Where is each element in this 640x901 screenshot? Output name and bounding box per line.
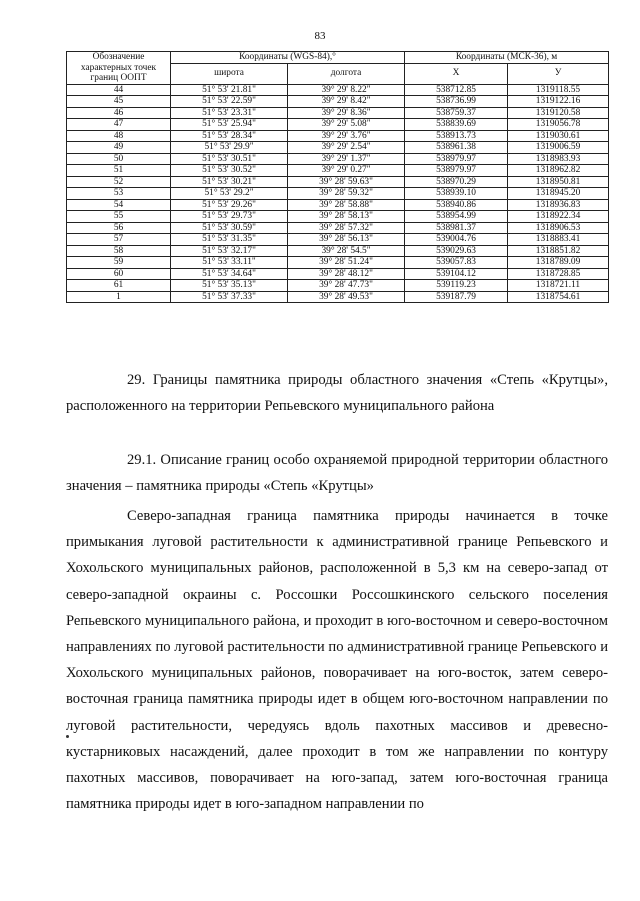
y-cell: 1318936.83 (508, 199, 609, 211)
boundary-description (66, 503, 608, 817)
table-row (67, 153, 609, 165)
y-cell: 1318983.93 (508, 153, 609, 165)
longitude-cell: 39° 29' 3.76" (288, 130, 405, 142)
latitude-cell: 51° 53' 30.59" (171, 222, 288, 234)
point-id-cell: 49 (67, 142, 171, 154)
longitude-cell: 39° 29' 8.22" (288, 84, 405, 96)
x-cell: 538954.99 (405, 211, 508, 223)
x-cell: 539104.12 (405, 268, 508, 280)
latitude-cell: 51° 53' 21.81" (171, 84, 288, 96)
y-cell: 1318883.41 (508, 234, 609, 246)
point-id-cell: 57 (67, 234, 171, 246)
longitude-cell: 39° 28' 58.88" (288, 199, 405, 211)
latitude-cell: 51° 53' 35.13" (171, 280, 288, 292)
x-cell: 538961.38 (405, 142, 508, 154)
latitude-cell: 51° 53' 34.64" (171, 268, 288, 280)
point-id-cell: 58 (67, 245, 171, 257)
table-row (67, 107, 609, 119)
x-cell: 538939.10 (405, 188, 508, 200)
latitude-cell: 51° 53' 30.51" (171, 153, 288, 165)
y-cell: 1319056.78 (508, 119, 609, 131)
longitude-cell: 39° 28' 58.13" (288, 211, 405, 223)
x-cell: 538979.97 (405, 153, 508, 165)
longitude-cell: 39° 29' 0.27" (288, 165, 405, 177)
table-row (67, 268, 609, 280)
table-row (67, 165, 609, 177)
scan-speck (66, 735, 69, 738)
longitude-cell: 39° 28' 54.5" (288, 245, 405, 257)
x-cell: 538759.37 (405, 107, 508, 119)
latitude-cell: 51° 53' 28.34" (171, 130, 288, 142)
x-cell: 538940.86 (405, 199, 508, 211)
longitude-cell: 39° 29' 2.54" (288, 142, 405, 154)
latitude-cell: 51° 53' 29.9" (171, 142, 288, 154)
table-row (67, 142, 609, 154)
point-id-cell: 1 (67, 291, 171, 303)
table-row (67, 188, 609, 200)
y-cell: 1318789.09 (508, 257, 609, 269)
point-id-cell: 48 (67, 130, 171, 142)
table-row (67, 257, 609, 269)
latitude-cell: 51° 53' 31.35" (171, 234, 288, 246)
point-id-cell: 60 (67, 268, 171, 280)
page-number: 83 (314, 30, 326, 42)
x-cell: 539187.79 (405, 291, 508, 303)
header-latitude: широта (171, 63, 288, 84)
longitude-cell: 39° 28' 49.53" (288, 291, 405, 303)
table-row (67, 130, 609, 142)
point-id-cell: 47 (67, 119, 171, 131)
y-cell: 1318728.85 (508, 268, 609, 280)
latitude-cell: 51° 53' 33.11" (171, 257, 288, 269)
x-cell: 538839.69 (405, 119, 508, 131)
table-row (67, 119, 609, 131)
point-id-cell: 44 (67, 84, 171, 96)
y-cell: 1318754.61 (508, 291, 609, 303)
table-row (67, 199, 609, 211)
x-cell: 538981.37 (405, 222, 508, 234)
point-id-cell: 53 (67, 188, 171, 200)
x-cell: 538913.73 (405, 130, 508, 142)
section-29-1 (66, 447, 608, 499)
x-cell: 538736.99 (405, 96, 508, 108)
latitude-cell: 51° 53' 22.59" (171, 96, 288, 108)
point-id-cell: 50 (67, 153, 171, 165)
header-msk: Координаты (МСК-36), м (405, 52, 609, 64)
y-cell: 1319122.16 (508, 96, 609, 108)
y-cell: 1318962.82 (508, 165, 609, 177)
latitude-cell: 51° 53' 30.21" (171, 176, 288, 188)
point-id-cell: 56 (67, 222, 171, 234)
latitude-cell: 51° 53' 25.94" (171, 119, 288, 131)
longitude-cell: 39° 28' 47.73" (288, 280, 405, 292)
y-cell: 1319030.61 (508, 130, 609, 142)
longitude-cell: 39° 29' 8.36" (288, 107, 405, 119)
x-cell: 539057.83 (405, 257, 508, 269)
point-id-cell: 45 (67, 96, 171, 108)
latitude-cell: 51° 53' 30.52" (171, 165, 288, 177)
header-y: У (508, 63, 609, 84)
point-id-cell: 61 (67, 280, 171, 292)
y-cell: 1318906.53 (508, 222, 609, 234)
table-row (67, 291, 609, 303)
latitude-cell: 51° 53' 32.17" (171, 245, 288, 257)
latitude-cell: 51° 53' 23.31" (171, 107, 288, 119)
section-29-1-text: 29.1. Описание границ особо охраняемой природной территории областного значения – памятника природы «Степь «Крутцы» (66, 452, 608, 495)
longitude-cell: 39° 28' 51.24" (288, 257, 405, 269)
section-29-text: 29. Границы памятника природы областного значения «Степь «Крутцы», расположенного на территории Репьевского муниципального района (66, 372, 608, 415)
header-x: X (405, 63, 508, 84)
y-cell: 1318945.20 (508, 188, 609, 200)
y-cell: 1318721.11 (508, 280, 609, 292)
coordinates-table (66, 51, 609, 303)
point-id-cell: 59 (67, 257, 171, 269)
y-cell: 1319118.55 (508, 84, 609, 96)
y-cell: 1319006.59 (508, 142, 609, 154)
longitude-cell: 39° 29' 5.08" (288, 119, 405, 131)
table-row (67, 211, 609, 223)
latitude-cell: 51° 53' 29.26" (171, 199, 288, 211)
header-wgs: Координаты (WGS-84),° (171, 52, 405, 64)
longitude-cell: 39° 28' 48.12" (288, 268, 405, 280)
table-row (67, 234, 609, 246)
latitude-cell: 51° 53' 29.73" (171, 211, 288, 223)
table-row (67, 84, 609, 96)
table-row (67, 176, 609, 188)
point-id-cell: 52 (67, 176, 171, 188)
longitude-cell: 39° 28' 59.32" (288, 188, 405, 200)
point-id-cell: 51 (67, 165, 171, 177)
x-cell: 538979.97 (405, 165, 508, 177)
table-body (67, 84, 609, 303)
x-cell: 539029.63 (405, 245, 508, 257)
y-cell: 1318851.82 (508, 245, 609, 257)
table-row (67, 222, 609, 234)
table-row (67, 280, 609, 292)
x-cell: 538712.85 (405, 84, 508, 96)
longitude-cell: 39° 28' 57.32" (288, 222, 405, 234)
longitude-cell: 39° 28' 59.63" (288, 176, 405, 188)
table-row (67, 245, 609, 257)
table-header-row (67, 52, 609, 64)
header-point: Обозначение характерных точек границ ООПТ (67, 52, 171, 85)
x-cell: 538970.29 (405, 176, 508, 188)
point-id-cell: 54 (67, 199, 171, 211)
table-row (67, 96, 609, 108)
latitude-cell: 51° 53' 37.33" (171, 291, 288, 303)
longitude-cell: 39° 28' 56.13" (288, 234, 405, 246)
longitude-cell: 39° 29' 8.42" (288, 96, 405, 108)
y-cell: 1319120.58 (508, 107, 609, 119)
section-29 (66, 367, 608, 419)
x-cell: 539004.76 (405, 234, 508, 246)
latitude-cell: 51° 53' 29.2" (171, 188, 288, 200)
boundary-description-text: Северо-западная граница памятника природы начинается в точке примыкания луговой растительности к административной границе Репьевского и Хохольского муниципальных районов, расположенной в 5,3 км на северо-запад от северо-западной окраины с. Россошки Россошкинского сельского поселения Репьевского муниципального района, и проходит в юго-восточном и северо-восточном направлениях по луговой растительности по административной границе Репьевского и Хохольского муниципальных районов, поворачивает на юго-восток, затем северо-восточная граница памятника природы идет в общем юго-восточном направлении по луговой растительности, чередуясь вдоль пахотных массивов и древесно-кустарниковых насаждений, далее проходит в том же направлении по контуру пахотных массивов, поворачивает на юго-запад, затем юго-восточная граница памятника природы идет в юго-западном направлении по (66, 508, 608, 813)
x-cell: 539119.23 (405, 280, 508, 292)
header-longitude: долгота (288, 63, 405, 84)
y-cell: 1318922.34 (508, 211, 609, 223)
longitude-cell: 39° 29' 1.37" (288, 153, 405, 165)
y-cell: 1318950.81 (508, 176, 609, 188)
point-id-cell: 55 (67, 211, 171, 223)
point-id-cell: 46 (67, 107, 171, 119)
